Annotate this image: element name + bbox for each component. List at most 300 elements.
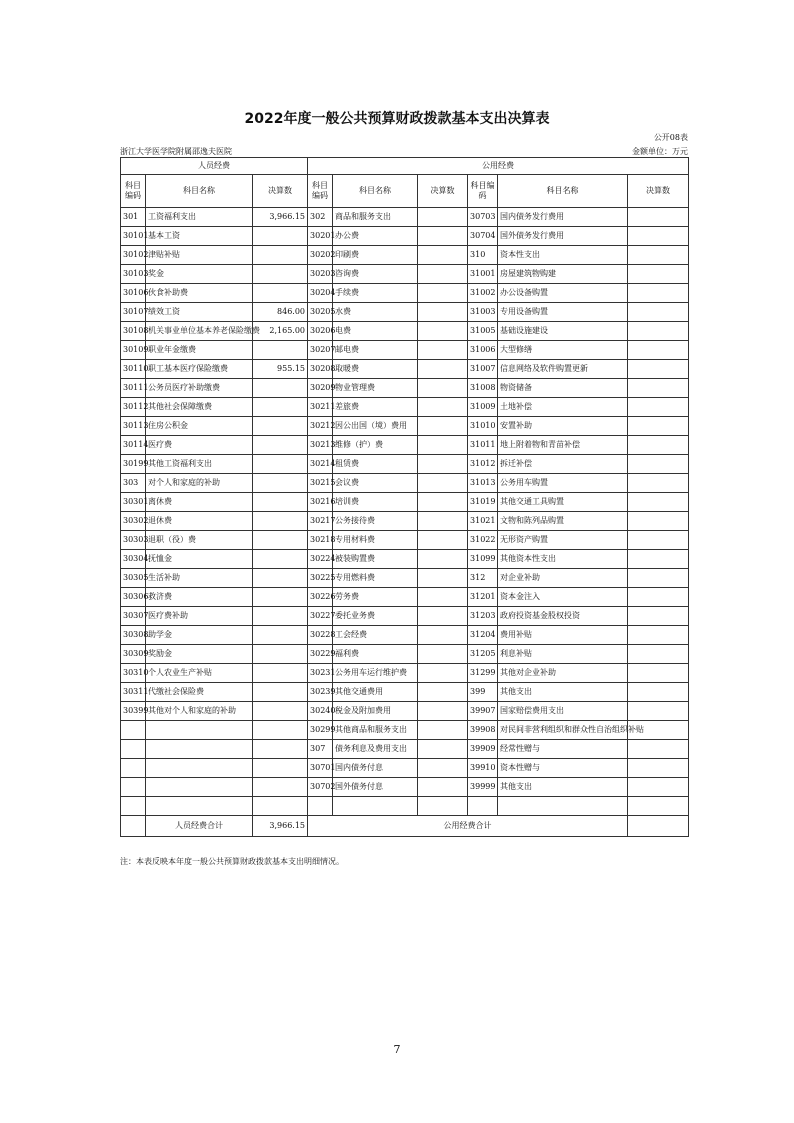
public-amount-cell <box>628 740 689 759</box>
public-amount-cell <box>418 455 468 474</box>
public-code-cell: 31007 <box>468 360 498 379</box>
public-name-cell: 房屋建筑物购建 <box>498 265 628 284</box>
table-row <box>121 607 689 626</box>
public-amount-cell <box>418 778 468 797</box>
public-amount-cell <box>418 265 468 284</box>
public-code-cell: 30702 <box>308 778 333 797</box>
personnel-code-cell: 30106 <box>121 284 146 303</box>
personnel-amount-cell <box>253 436 308 455</box>
personnel-amount-cell <box>253 683 308 702</box>
table-row <box>121 246 689 265</box>
public-code-cell: 31022 <box>468 531 498 550</box>
personnel-code-cell: 30306 <box>121 588 146 607</box>
public-name-cell: 无形资产购置 <box>498 531 628 550</box>
personnel-code-cell: 30114 <box>121 436 146 455</box>
public-amount-cell <box>628 379 689 398</box>
personnel-amount-cell <box>253 246 308 265</box>
public-code-cell: 30227 <box>308 607 333 626</box>
public-code-cell: 30214 <box>308 455 333 474</box>
table-row <box>121 683 689 702</box>
public-amount-cell <box>628 265 689 284</box>
public-name-cell: 委托业务费 <box>333 607 418 626</box>
public-code-cell: 30240 <box>308 702 333 721</box>
public-code-cell: 30215 <box>308 474 333 493</box>
public-code-cell: 30231 <box>308 664 333 683</box>
public-amount-cell <box>628 550 689 569</box>
public-amount-cell <box>418 284 468 303</box>
personnel-amount-cell <box>253 778 308 797</box>
table-row <box>121 797 689 816</box>
personnel-name-cell: 个人农业生产补贴 <box>146 664 253 683</box>
public-amount-cell <box>418 322 468 341</box>
public-name-cell: 政府投资基金股权投资 <box>498 607 628 626</box>
public-name-cell: 国内债务付息 <box>333 759 418 778</box>
personnel-name-cell: 代缴社会保险费 <box>146 683 253 702</box>
public-name-cell: 经常性赠与 <box>498 740 628 759</box>
public-name-cell: 培训费 <box>333 493 418 512</box>
personnel-name-cell: 职业年金缴费 <box>146 341 253 360</box>
personnel-name-cell <box>146 759 253 778</box>
personnel-amount-cell <box>253 626 308 645</box>
public-name-cell: 其他支出 <box>498 683 628 702</box>
public-code-cell: 31203 <box>468 607 498 626</box>
personnel-code-cell: 30102 <box>121 246 146 265</box>
public-amount-cell <box>418 569 468 588</box>
personnel-amount-cell <box>253 455 308 474</box>
table-row <box>121 664 689 683</box>
public-name-cell: 基础设施建设 <box>498 322 628 341</box>
public-name-cell: 商品和服务支出 <box>333 208 418 227</box>
public-code-cell: 31205 <box>468 645 498 664</box>
public-code-cell: 30204 <box>308 284 333 303</box>
personnel-amount-cell <box>253 588 308 607</box>
personnel-amount-cell: 3,966.15 <box>253 208 308 227</box>
personnel-amount-cell <box>253 284 308 303</box>
public-amount-cell <box>628 588 689 607</box>
table-row <box>121 721 689 740</box>
table-row <box>121 227 689 246</box>
public-name-cell: 公务用车运行维护费 <box>333 664 418 683</box>
public-name-cell: 邮电费 <box>333 341 418 360</box>
personnel-name-cell: 其他社会保障缴费 <box>146 398 253 417</box>
table-row <box>121 360 689 379</box>
public-code-cell: 31012 <box>468 455 498 474</box>
personnel-amount-cell <box>253 721 308 740</box>
public-code-cell: 31003 <box>468 303 498 322</box>
public-amount-cell <box>418 246 468 265</box>
table-row <box>121 759 689 778</box>
personnel-amount-cell: 955.15 <box>253 360 308 379</box>
public-code-cell: 31013 <box>468 474 498 493</box>
table-row <box>121 265 689 284</box>
table-row <box>121 702 689 721</box>
personnel-amount-cell <box>253 398 308 417</box>
public-name-cell: 信息网络及软件购置更新 <box>498 360 628 379</box>
public-amount-cell <box>418 208 468 227</box>
public-amount-cell <box>418 512 468 531</box>
personnel-code-cell <box>121 740 146 759</box>
personnel-amount-cell: 846.00 <box>253 303 308 322</box>
public-name-cell: 土地补偿 <box>498 398 628 417</box>
personnel-code-cell: 30308 <box>121 626 146 645</box>
personnel-name-cell: 医疗费补助 <box>146 607 253 626</box>
personnel-name-cell <box>146 778 253 797</box>
personnel-name-cell: 离休费 <box>146 493 253 512</box>
public-name-cell: 其他资本性支出 <box>498 550 628 569</box>
table-row <box>121 341 689 360</box>
public-name-cell: 专用材料费 <box>333 531 418 550</box>
public-amount-cell <box>418 436 468 455</box>
public-amount-cell <box>418 417 468 436</box>
public-name-cell: 安置补助 <box>498 417 628 436</box>
public-amount-cell <box>628 778 689 797</box>
public-code-cell: 39910 <box>468 759 498 778</box>
expenditure-table <box>120 157 689 837</box>
public-name-cell: 债务利息及费用支出 <box>333 740 418 759</box>
personnel-amount-cell <box>253 740 308 759</box>
public-code-cell: 30239 <box>308 683 333 702</box>
public-amount-cell <box>628 436 689 455</box>
public-name-cell: 取暖费 <box>333 360 418 379</box>
public-code-cell: 30213 <box>308 436 333 455</box>
personnel-code-cell: 30111 <box>121 379 146 398</box>
amount-header: 决算数 <box>418 175 468 208</box>
name-header: 科目名称 <box>146 175 253 208</box>
public-name-cell: 文物和陈列品购置 <box>498 512 628 531</box>
table-row <box>121 626 689 645</box>
form-number: 公开08表 <box>653 133 688 142</box>
table-row <box>121 740 689 759</box>
public-code-cell: 30203 <box>308 265 333 284</box>
public-name-cell: 维修（护）费 <box>333 436 418 455</box>
table-row <box>121 550 689 569</box>
personnel-code-cell: 30103 <box>121 265 146 284</box>
public-code-cell: 31021 <box>468 512 498 531</box>
public-code-cell: 31010 <box>468 417 498 436</box>
public-amount-cell <box>628 417 689 436</box>
table-row <box>121 512 689 531</box>
personnel-amount-cell <box>253 550 308 569</box>
personnel-name-cell: 工资福利支出 <box>146 208 253 227</box>
public-code-cell: 310 <box>468 246 498 265</box>
personnel-name-cell: 对个人和家庭的补助 <box>146 474 253 493</box>
public-name-cell: 拆迁补偿 <box>498 455 628 474</box>
public-amount-cell <box>418 531 468 550</box>
public-amount-cell <box>628 474 689 493</box>
public-amount-cell <box>628 759 689 778</box>
public-amount-cell <box>418 626 468 645</box>
public-total-amount <box>628 816 689 837</box>
public-amount-cell <box>418 664 468 683</box>
public-amount-cell <box>418 398 468 417</box>
public-amount-cell <box>418 588 468 607</box>
public-name-cell: 其他交通工具购置 <box>498 493 628 512</box>
personnel-amount-cell <box>253 341 308 360</box>
public-name-cell: 电费 <box>333 322 418 341</box>
public-code-cell: 30201 <box>308 227 333 246</box>
public-name-cell: 工会经费 <box>333 626 418 645</box>
public-name-cell: 差旅费 <box>333 398 418 417</box>
public-name-cell: 其他支出 <box>498 778 628 797</box>
table-row <box>121 645 689 664</box>
personnel-code-cell: 30304 <box>121 550 146 569</box>
personnel-amount-cell <box>253 569 308 588</box>
public-name-cell: 公务用车购置 <box>498 474 628 493</box>
personnel-amount-cell <box>253 474 308 493</box>
public-amount-cell <box>628 398 689 417</box>
personnel-amount-cell <box>253 379 308 398</box>
table-row <box>121 588 689 607</box>
personnel-name-cell <box>146 797 253 816</box>
personnel-code-cell: 30108 <box>121 322 146 341</box>
personnel-amount-cell <box>253 759 308 778</box>
public-amount-cell <box>628 455 689 474</box>
table-row <box>121 417 689 436</box>
personnel-amount-cell <box>253 645 308 664</box>
personnel-amount-cell <box>253 493 308 512</box>
public-code-cell: 30704 <box>468 227 498 246</box>
organization-name: 浙江大学医学院附属邵逸夫医院 <box>120 147 232 156</box>
public-header: 公用经费 <box>308 158 689 175</box>
public-name-cell: 地上附着物和青苗补偿 <box>498 436 628 455</box>
table-row <box>121 284 689 303</box>
public-name-cell: 租赁费 <box>333 455 418 474</box>
public-amount-cell <box>418 474 468 493</box>
table-row <box>121 322 689 341</box>
personnel-amount-cell <box>253 417 308 436</box>
public-name-cell: 印刷费 <box>333 246 418 265</box>
personnel-name-cell <box>146 721 253 740</box>
public-amount-cell <box>628 626 689 645</box>
public-name-cell: 会议费 <box>333 474 418 493</box>
public-code-cell: 30225 <box>308 569 333 588</box>
public-code-cell: 30208 <box>308 360 333 379</box>
public-code-cell: 30217 <box>308 512 333 531</box>
table-row <box>121 474 689 493</box>
public-amount-cell <box>628 360 689 379</box>
public-name-cell: 资本金注入 <box>498 588 628 607</box>
public-name-cell: 公务接待费 <box>333 512 418 531</box>
personnel-name-cell: 生活补助 <box>146 569 253 588</box>
public-amount-cell <box>628 493 689 512</box>
personnel-name-cell: 津贴补贴 <box>146 246 253 265</box>
personnel-code-cell: 30302 <box>121 512 146 531</box>
public-name-cell: 国外债务发行费用 <box>498 227 628 246</box>
public-name-cell: 其他商品和服务支出 <box>333 721 418 740</box>
table-row <box>121 303 689 322</box>
personnel-code-cell: 30399 <box>121 702 146 721</box>
public-code-cell: 31008 <box>468 379 498 398</box>
public-amount-cell <box>418 341 468 360</box>
personnel-amount-cell <box>253 265 308 284</box>
public-name-cell: 手续费 <box>333 284 418 303</box>
personnel-code-cell: 30305 <box>121 569 146 588</box>
public-name-cell: 物资储备 <box>498 379 628 398</box>
personnel-code-cell <box>121 759 146 778</box>
public-code-cell: 30205 <box>308 303 333 322</box>
public-name-cell: 办公费 <box>333 227 418 246</box>
public-amount-cell <box>628 607 689 626</box>
public-amount-cell <box>418 797 468 816</box>
public-code-cell: 30207 <box>308 341 333 360</box>
personnel-name-cell: 职工基本医疗保险缴费 <box>146 360 253 379</box>
public-name-cell: 税金及附加费用 <box>333 702 418 721</box>
public-amount-cell <box>628 512 689 531</box>
personnel-code-cell: 303 <box>121 474 146 493</box>
personnel-code-cell: 30113 <box>121 417 146 436</box>
public-code-cell: 31005 <box>468 322 498 341</box>
personnel-code-cell: 30311 <box>121 683 146 702</box>
public-code-cell: 39908 <box>468 721 498 740</box>
public-amount-cell <box>628 341 689 360</box>
personnel-name-cell: 绩效工资 <box>146 303 253 322</box>
public-name-cell: 水费 <box>333 303 418 322</box>
table-row <box>121 455 689 474</box>
personnel-code-cell: 30199 <box>121 455 146 474</box>
personnel-code-cell: 30307 <box>121 607 146 626</box>
public-name-cell: 被装购置费 <box>333 550 418 569</box>
public-name-cell: 福利费 <box>333 645 418 664</box>
table-note: 注：本表反映本年度一般公共预算财政拨款基本支出明细情况。 <box>120 857 344 866</box>
public-amount-cell <box>628 303 689 322</box>
public-code-cell: 30218 <box>308 531 333 550</box>
public-amount-cell <box>418 227 468 246</box>
public-amount-cell <box>418 303 468 322</box>
page-number: 7 <box>393 1043 401 1056</box>
personnel-code-cell <box>121 797 146 816</box>
public-code-cell: 312 <box>468 569 498 588</box>
personnel-code-cell <box>121 778 146 797</box>
public-code-cell: 39909 <box>468 740 498 759</box>
public-name-cell: 专用设备购置 <box>498 303 628 322</box>
public-amount-cell <box>418 645 468 664</box>
personnel-name-cell: 其他工资福利支出 <box>146 455 253 474</box>
public-amount-cell <box>628 664 689 683</box>
table-row <box>121 493 689 512</box>
public-name-cell: 资本性支出 <box>498 246 628 265</box>
public-name-cell <box>333 797 418 816</box>
public-name-cell: 咨询费 <box>333 265 418 284</box>
public-code-cell: 399 <box>468 683 498 702</box>
amount-unit: 金额单位：万元 <box>632 147 688 156</box>
public-code-cell: 30206 <box>308 322 333 341</box>
public-name-cell: 费用补贴 <box>498 626 628 645</box>
table-row <box>121 379 689 398</box>
personnel-name-cell: 奖金 <box>146 265 253 284</box>
table-row <box>121 531 689 550</box>
personnel-name-cell: 退职（役）费 <box>146 531 253 550</box>
public-amount-cell <box>418 702 468 721</box>
public-code-cell: 302 <box>308 208 333 227</box>
public-code-cell: 31204 <box>468 626 498 645</box>
personnel-amount-cell <box>253 702 308 721</box>
public-amount-cell <box>418 759 468 778</box>
public-code-cell: 31011 <box>468 436 498 455</box>
amount-header: 决算数 <box>628 175 689 208</box>
personnel-code-cell: 301 <box>121 208 146 227</box>
table-row <box>121 436 689 455</box>
personnel-name-cell: 其他对个人和家庭的补助 <box>146 702 253 721</box>
public-amount-cell <box>418 683 468 702</box>
public-amount-cell <box>628 569 689 588</box>
code-header: 科目编码 <box>308 175 333 208</box>
public-code-cell: 30224 <box>308 550 333 569</box>
page-title: 2022年度一般公共预算财政拨款基本支出决算表 <box>244 111 550 127</box>
personnel-code-cell: 30107 <box>121 303 146 322</box>
personnel-code-cell: 30303 <box>121 531 146 550</box>
personnel-name-cell: 住房公积金 <box>146 417 253 436</box>
public-name-cell: 资本性赠与 <box>498 759 628 778</box>
personnel-amount-cell: 2,165.00 <box>253 322 308 341</box>
personnel-code-cell: 30109 <box>121 341 146 360</box>
public-name-cell: 对企业补助 <box>498 569 628 588</box>
public-name-cell <box>498 797 628 816</box>
public-amount-cell <box>418 379 468 398</box>
public-code-cell: 30211 <box>308 398 333 417</box>
personnel-name-cell: 机关事业单位基本养老保险缴费 <box>146 322 253 341</box>
personnel-code-cell: 30301 <box>121 493 146 512</box>
public-code-cell: 31009 <box>468 398 498 417</box>
public-name-cell: 对民间非营利组织和群众性自治组织补贴 <box>498 721 628 740</box>
public-amount-cell <box>418 740 468 759</box>
personnel-code-cell: 30112 <box>121 398 146 417</box>
public-code-cell: 39999 <box>468 778 498 797</box>
table-row <box>121 398 689 417</box>
public-amount-cell <box>418 607 468 626</box>
personnel-amount-cell <box>253 531 308 550</box>
table-row <box>121 208 689 227</box>
personnel-name-cell: 抚恤金 <box>146 550 253 569</box>
public-total-label: 公用经费合计 <box>308 816 628 837</box>
public-name-cell: 物业管理费 <box>333 379 418 398</box>
public-amount-cell <box>418 721 468 740</box>
personnel-total-label: 人员经费合计 <box>146 816 253 837</box>
public-code-cell: 31002 <box>468 284 498 303</box>
public-code-cell: 31201 <box>468 588 498 607</box>
public-code-cell: 30228 <box>308 626 333 645</box>
amount-header: 决算数 <box>253 175 308 208</box>
public-code-cell: 30216 <box>308 493 333 512</box>
public-amount-cell <box>628 227 689 246</box>
code-header: 科目编码 <box>121 175 146 208</box>
public-amount-cell <box>628 246 689 265</box>
table-row <box>121 569 689 588</box>
public-name-cell: 其他交通费用 <box>333 683 418 702</box>
public-amount-cell <box>418 360 468 379</box>
personnel-name-cell: 奖励金 <box>146 645 253 664</box>
personnel-name-cell: 伙食补助费 <box>146 284 253 303</box>
public-code-cell: 307 <box>308 740 333 759</box>
public-amount-cell <box>628 284 689 303</box>
public-code-cell: 30299 <box>308 721 333 740</box>
public-amount-cell <box>628 683 689 702</box>
personnel-code-cell: 30110 <box>121 360 146 379</box>
public-code-cell: 30226 <box>308 588 333 607</box>
public-code-cell: 30229 <box>308 645 333 664</box>
personnel-name-cell: 助学金 <box>146 626 253 645</box>
public-code-cell: 31099 <box>468 550 498 569</box>
table-body <box>121 208 689 816</box>
public-code-cell: 39907 <box>468 702 498 721</box>
personnel-name-cell <box>146 740 253 759</box>
public-amount-cell <box>628 645 689 664</box>
public-amount-cell <box>628 797 689 816</box>
public-amount-cell <box>628 322 689 341</box>
public-code-cell: 31006 <box>468 341 498 360</box>
public-code-cell <box>468 797 498 816</box>
public-name-cell: 办公设备购置 <box>498 284 628 303</box>
public-code-cell: 30202 <box>308 246 333 265</box>
